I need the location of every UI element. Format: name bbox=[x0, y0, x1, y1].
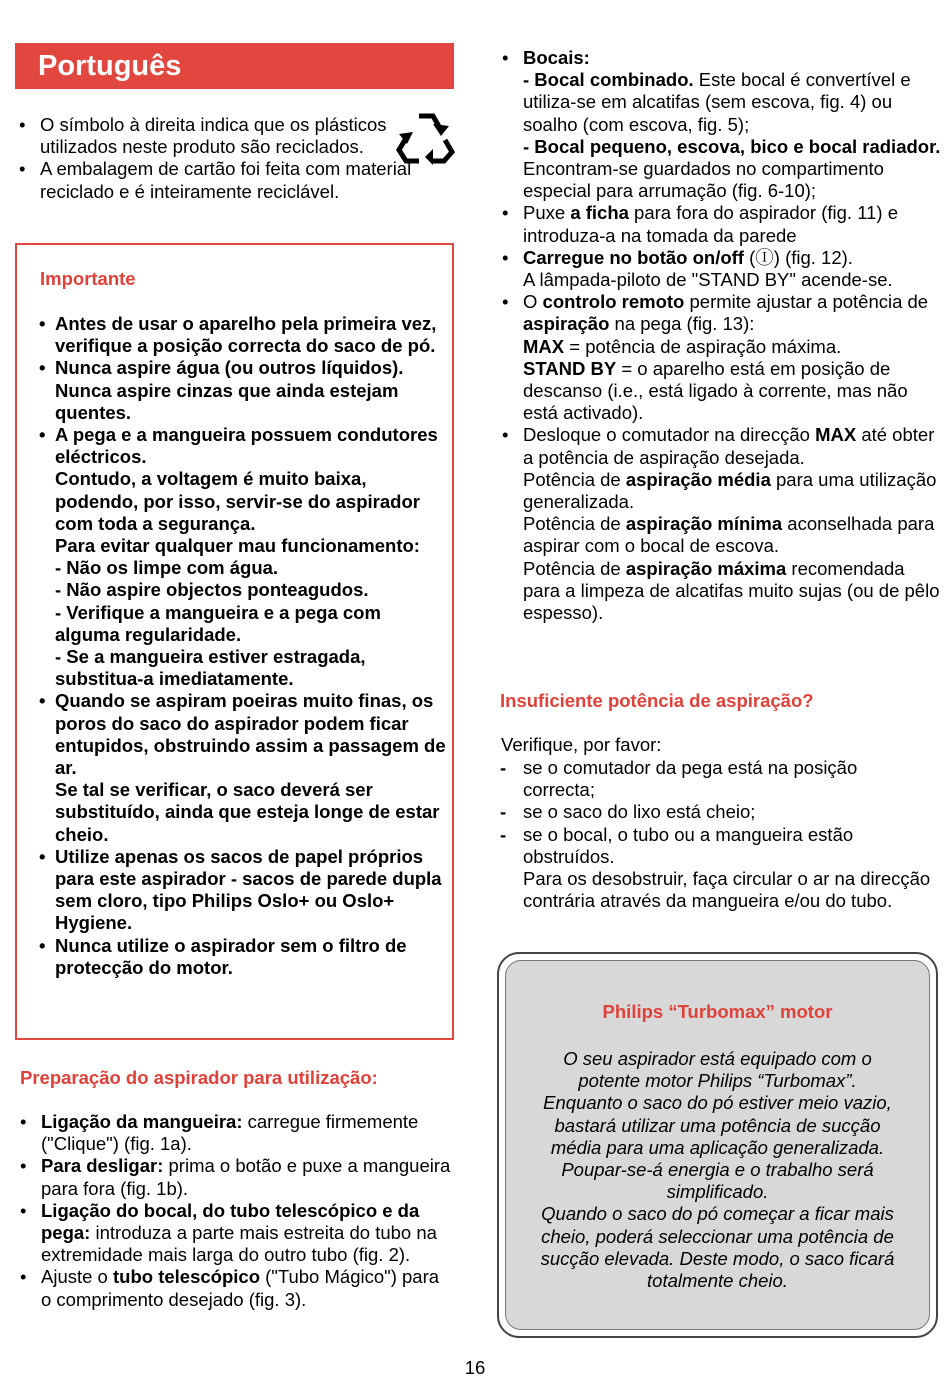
power-icon: (Ⓘ) bbox=[749, 246, 780, 268]
minima-bold: aspiração mínima bbox=[625, 513, 783, 535]
list-item: - se o saco do lixo está cheio; bbox=[500, 801, 756, 823]
list-item-continuation: Para os desobstruir, faça circular o ar na direcção contrária através da mangueira e/ou do tubo. bbox=[523, 868, 931, 912]
standby-line: A lâmpada-piloto de "STAND BY" acende-se. bbox=[523, 269, 893, 291]
bocal-combinado-text: Este bocal é convertível e utiliza-se em alcatifas (sem escova, fig. 4) ou soalho (com escova, fig. 5); bbox=[523, 69, 911, 135]
list-item-text: Nunca aspire água (ou outros líquidos). Nunca aspire cinzas que ainda estejam quentes. bbox=[55, 357, 404, 423]
list-item: • Ligação do bocal, do tubo telescópico e da pega: introduza a parte mais estreita do tubo na extremidade mais larga do outro tubo (fig. 2). bbox=[20, 1199, 437, 1266]
maxima-bold: aspiração máxima bbox=[625, 557, 787, 579]
turbomax-line: simplificado. bbox=[666, 1181, 769, 1203]
preparation-title: Preparação do aspirador para utilização: bbox=[20, 1067, 378, 1088]
ficha-pre: Puxe bbox=[523, 202, 571, 224]
remote-pre: O bbox=[523, 291, 543, 313]
list-item: - se o comutador da pega está na posição correcta; bbox=[500, 757, 858, 801]
language-title: Português bbox=[38, 50, 182, 82]
turbomax-title: Philips “Turbomax” motor bbox=[602, 1001, 833, 1022]
list-item-text: Ajuste o bbox=[41, 1266, 113, 1288]
intro-list bbox=[19, 114, 440, 203]
list-item-text: Quando se aspiram poeiras muito finas, os poros do saco do aspirador podem ficar entupidos, obstruindo assim a passagem de ar. bbox=[55, 690, 446, 779]
maxima-line bbox=[523, 558, 943, 625]
bocal-combinado-bold: - Bocal combinado. bbox=[523, 69, 694, 91]
list-item-desloque: • Desloque o comutador na direcção MAX até obter a potência de aspiração desejada. Potência de aspiração média para uma utilização generalizada. Potência de aspiração mínima aconselhada para aspirar com o bocal de escova. Potência de aspiração máxima recomendada para a limpeza de alcatifas muito sujas (ou de pêlo espesso). bbox=[523, 424, 943, 624]
list-item-text: O símbolo à direita indica que os plásticos utilizados neste produto são reciclados. bbox=[40, 114, 387, 158]
minima-pre: Potência de bbox=[523, 513, 626, 535]
turbomax-line: bastará utilizar uma potência de sucção bbox=[554, 1114, 881, 1136]
turbomax-line: totalmente cheio. bbox=[647, 1270, 788, 1292]
list-item: • Antes de usar o aparelho pela primeira vez, verifique a posição correcta do saco de pó. bbox=[39, 313, 437, 357]
list-item-continuation: - Não aspire objectos ponteagudos. bbox=[55, 579, 369, 601]
list-item-continuation: - Se a mangueira estiver estragada, substitua-a imediatamente. bbox=[55, 646, 366, 690]
turbomax-line: Poupar-se-á energia e o trabalho será bbox=[561, 1159, 874, 1181]
media-pre: Potência de bbox=[523, 468, 626, 490]
maxima-pre: Potência de bbox=[523, 557, 626, 579]
list-item-text: Antes de usar o aparelho pela primeira vez, verifique a posição correcta do saco de pó. bbox=[55, 313, 437, 357]
list-item: • Ligação da mangueira: carregue firmemente ("Clique") (fig. 1a). bbox=[20, 1111, 419, 1155]
turbomax-line: cheio, poderá seleccionar uma potência de bbox=[541, 1225, 894, 1247]
list-item: • A embalagem de cartão foi feita com material reciclado e é inteiramente reciclável. bbox=[19, 158, 412, 202]
onoff-text: (fig. 12). bbox=[779, 246, 853, 268]
page-number: 16 bbox=[464, 1357, 486, 1378]
ficha-bold: a ficha bbox=[570, 202, 629, 224]
list-item-text: introduza a parte mais estreita do tubo na extremidade mais larga do outro tubo (fig. 2). bbox=[41, 1222, 437, 1266]
turbomax-text bbox=[525, 1048, 910, 1292]
list-item: • Ajuste o tubo telescópico ("Tubo Mágico") para o comprimento desejado (fig. 3). bbox=[20, 1266, 440, 1310]
ficha-text: para fora do aspirador (fig. 11) e introduza-a na tomada da parede bbox=[523, 202, 899, 246]
list-item: - se o bocal, o tubo ou a mangueira estão obstruídos. Para os desobstruir, faça circular o ar na direcção contrária através da mangueira e/ou do tubo. bbox=[523, 824, 933, 913]
list-item-continuation: - Não os limpe com água. bbox=[55, 557, 279, 579]
turbomax-line: O seu aspirador está equipado com o bbox=[563, 1048, 872, 1069]
desloque-text: até obter a potência de aspiração desejada. bbox=[523, 424, 935, 468]
bocal-pequeno-text: Encontram-se guardados no compartimento especial para arrumação (fig. 6-10); bbox=[523, 158, 884, 202]
minima-text: aconselhada para aspirar com o bocal de escova. bbox=[523, 513, 935, 557]
turbomax-line: potente motor Philips “Turbomax”. bbox=[578, 1070, 857, 1092]
remote-mid: permite ajustar a potência de bbox=[684, 291, 929, 313]
standby-text: = o aparelho está em posição de descanso (i.e., está ligado à corrente, mas não está activado). bbox=[523, 357, 908, 424]
troubleshoot-list bbox=[500, 757, 933, 912]
list-item-remote: • O controlo remoto permite ajustar a potência de aspiração na pega (fig. 13): MAX = potência de aspiração máxima. STAND BY = o aparelho está em posição de descanso (i.e., está ligado à corrente, mas não está activado). bbox=[523, 291, 943, 424]
media-text: para uma utilização generalizada. bbox=[523, 468, 937, 513]
list-item-text: Utilize apenas os sacos de papel próprios para este aspirador - sacos de parede dupla sem cloro, tipo Philips Oslo+ ou Oslo+ Hygiene. bbox=[55, 845, 442, 934]
bocal-pequeno bbox=[523, 136, 943, 203]
list-item-bold: tubo telescópico bbox=[113, 1266, 260, 1288]
maxima-text: recomendada para a limpeza de alcatifas muito sujas (ou de pêlo espesso). bbox=[523, 557, 940, 624]
list-item-text: ("Tubo Mágico") para o comprimento desejado (fig. 3). bbox=[41, 1266, 440, 1310]
max-line bbox=[523, 336, 943, 358]
list-item-ficha: • Puxe a ficha para fora do aspirador (fig. 11) e introduza-a na tomada da parede bbox=[502, 202, 899, 246]
desloque-pre: Desloque o comutador na direcção bbox=[523, 424, 816, 446]
list-item-text: se o saco do lixo está cheio; bbox=[523, 801, 756, 823]
list-item-text: Nunca utilize o aspirador sem o filtro de protecção do motor. bbox=[55, 934, 407, 978]
media-line bbox=[523, 469, 943, 513]
list-item-bocais: • Bocais: - Bocal combinado. Este bocal é convertível e utiliza-se em alcatifas (sem escova, fig. 4) ou soalho (com escova, fig. 5); - Bocal pequeno, escova, bico e bocal radiador. Encontram-se guardados no compartimento especial para arrumação (fig. 6-10); bbox=[523, 47, 943, 202]
minima-line bbox=[523, 513, 943, 557]
list-item: • Utilize apenas os sacos de papel próprios para este aspirador - sacos de parede dupla sem cloro, tipo Philips Oslo+ ou Oslo+ Hygiene. bbox=[39, 845, 442, 934]
list-item-onoff: • Carregue no botão on/off (Ⓘ) (fig. 12). A lâmpada-piloto de "STAND BY" acende-se. bbox=[523, 247, 943, 291]
troubleshoot-title: Insuficiente potência de aspiração? bbox=[500, 690, 814, 711]
list-item-text: se o bocal, o tubo ou a mangueira estão obstruídos. bbox=[523, 823, 854, 867]
list-item: • Para desligar: prima o botão e puxe a mangueira para fora (fig. 1b). bbox=[20, 1155, 451, 1199]
turbomax-line: Enquanto o saco do pó estiver meio vazio, bbox=[543, 1092, 892, 1114]
turbomax-line: sucção elevada. Deste modo, o saco ficará bbox=[540, 1247, 895, 1269]
media-bold: aspiração média bbox=[625, 468, 771, 490]
remote-bold: controlo remoto bbox=[542, 291, 685, 313]
list-item-continuation: - Verifique a mangueira e a pega com alguma regularidade. bbox=[55, 601, 381, 645]
list-item-text: A embalagem de cartão foi feita com material reciclado e é inteiramente reciclável. bbox=[40, 158, 412, 202]
list-item: • Nunca utilize o aspirador sem o filtro de protecção do motor. bbox=[39, 934, 407, 978]
list-item-text: prima o botão e puxe a mangueira para fora (fig. 1b). bbox=[41, 1155, 451, 1199]
list-item-continuation: Para evitar qualquer mau funcionamento: bbox=[55, 535, 420, 557]
bocais-title: Bocais: bbox=[523, 47, 590, 68]
standby-bold: STAND BY bbox=[523, 357, 617, 379]
preparation-list bbox=[20, 1111, 451, 1311]
list-item-continuation: Contudo, a voltagem é muito baixa, podendo, por isso, servir-se do aspirador com toda a segurança. bbox=[55, 468, 420, 534]
list-item-bold: Ligação do bocal, do tubo telescópico e da pega: bbox=[41, 1199, 420, 1244]
list-item: • Nunca aspire água (ou outros líquidos). Nunca aspire cinzas que ainda estejam quentes. bbox=[39, 357, 404, 423]
list-item-bold: Para desligar: bbox=[41, 1155, 164, 1177]
important-list bbox=[39, 313, 450, 979]
troubleshoot-intro: Verifique, por favor: bbox=[501, 734, 662, 755]
recycle-icon bbox=[395, 108, 457, 166]
usage-list bbox=[502, 47, 943, 624]
turbomax-line: Quando o saco do pó começar a ficar mais bbox=[541, 1203, 894, 1225]
onoff-bold: Carregue no botão on/off bbox=[523, 246, 744, 268]
list-item-continuation: Se tal se verificar, o saco deverá ser substituído, ainda que esteja longe de estar cheio. bbox=[55, 779, 440, 845]
list-item: • O símbolo à direita indica que os plásticos utilizados neste produto são reciclados. bbox=[19, 114, 387, 158]
list-item-text: se o comutador da pega está na posição correcta; bbox=[523, 757, 858, 801]
list-item-text: A pega e a mangueira possuem condutores eléctricos. bbox=[55, 424, 438, 468]
bocal-pequeno-bold: - Bocal pequeno, escova, bico e bocal radiador. bbox=[523, 135, 941, 157]
max-text: = potência de aspiração máxima. bbox=[564, 335, 842, 357]
list-item-text: carregue firmemente ("Clique") (fig. 1a). bbox=[41, 1111, 419, 1155]
remote-bold: aspiração bbox=[523, 313, 610, 335]
standby-definition bbox=[523, 358, 943, 425]
desloque-bold: MAX bbox=[815, 424, 857, 446]
bocal-combinado bbox=[523, 69, 943, 136]
list-item: • A pega e a mangueira possuem condutores eléctricos. Contudo, a voltagem é muito baixa, podendo, por isso, servir-se do aspirador com toda a segurança. Para evitar qualquer mau funcionamento: - Não os limpe com água. - Não aspire objectos ponteagudos. - Verifique a mangueira e a pega com alguma regularidade. - Se a mangueira estiver estragada, substitua-a imediatamente. bbox=[55, 424, 450, 690]
language-banner bbox=[15, 43, 454, 89]
important-title: Importante bbox=[40, 268, 136, 289]
list-item: • Quando se aspiram poeiras muito finas, os poros do saco do aspirador podem ficar entupidos, obstruindo assim a passagem de ar. Se tal se verificar, o saco deverá ser substituído, ainda que esteja longe de estar cheio. bbox=[55, 690, 450, 845]
max-bold: MAX bbox=[523, 335, 565, 357]
turbomax-line: média para uma aplicação generalizada. bbox=[550, 1136, 885, 1158]
remote-end: na pega (fig. 13): bbox=[609, 313, 755, 335]
list-item-bold: Ligação da mangueira: bbox=[41, 1111, 243, 1132]
